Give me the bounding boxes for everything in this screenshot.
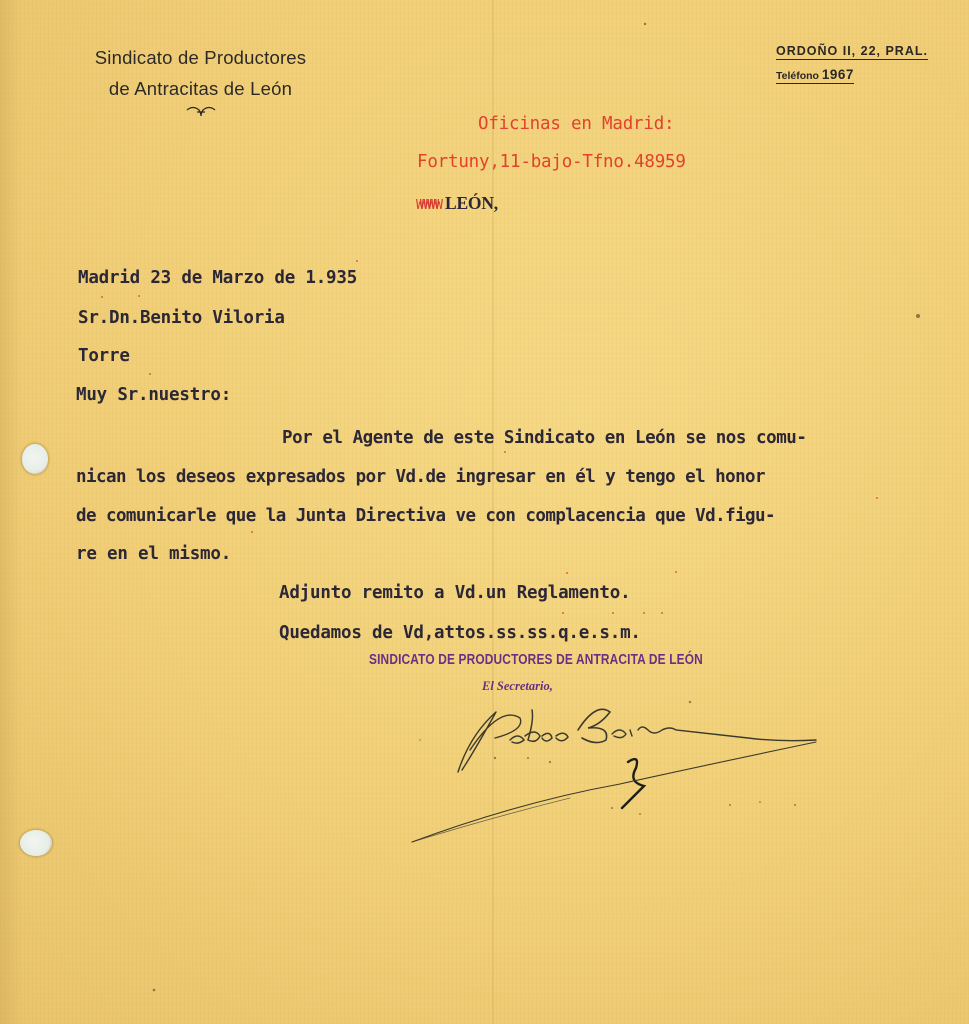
body-line: Por el Agente de este Sindicato en León se nos comu-	[282, 428, 807, 448]
letterhead-address: ORDOÑO II, 22, PRAL.	[776, 44, 928, 58]
secretary-stamp: El Secretario,	[482, 679, 553, 693]
madrid-office-address: Fortuny,11-bajo-Tfno.48959	[417, 152, 686, 172]
letterhead-organization	[68, 42, 333, 118]
madrid-office-heading: Oficinas en Madrid:	[478, 114, 675, 134]
paper-edge-shading	[0, 0, 22, 1024]
struck-over-text: WWWWWW	[416, 198, 439, 213]
date-line: Madrid 23 de Marzo de 1.935	[78, 268, 358, 288]
city-line	[416, 193, 498, 214]
body-line: nican los deseos expresados por Vd.de ingresar en él y tengo el honor	[76, 467, 766, 487]
letterhead-org-line2: de Antracitas de León	[108, 78, 293, 99]
letterhead-org-line1: Sindicato de Productores	[94, 47, 307, 68]
letterhead-phone	[776, 67, 854, 84]
closing-line: Quedamos de Vd,attos.ss.ss.q.e.s.m.	[279, 623, 641, 643]
punch-hole	[22, 444, 48, 474]
salutation: Muy Sr.nuestro:	[76, 385, 232, 405]
phone-number: 1967	[821, 67, 854, 82]
flourish-ornament-icon	[181, 104, 221, 118]
letterhead-contact	[776, 42, 928, 84]
city-name: LEÓN,	[444, 193, 498, 213]
phone-label: Teléfono	[776, 70, 819, 82]
recipient-place: Torre	[78, 346, 130, 366]
signature-icon	[400, 690, 830, 850]
body-line: re en el mismo.	[76, 544, 232, 564]
recipient-name: Sr.Dn.Benito Viloria	[78, 308, 285, 328]
organization-stamp: SINDICATO DE PRODUCTORES DE ANTRACITA DE LEÓN	[369, 652, 703, 668]
body-line: de comunicarle que la Junta Directiva ve con complacencia que Vd.figu-	[76, 506, 776, 526]
punch-hole	[20, 830, 52, 856]
enclosure-line: Adjunto remito a Vd.un Reglamento.	[279, 583, 631, 603]
